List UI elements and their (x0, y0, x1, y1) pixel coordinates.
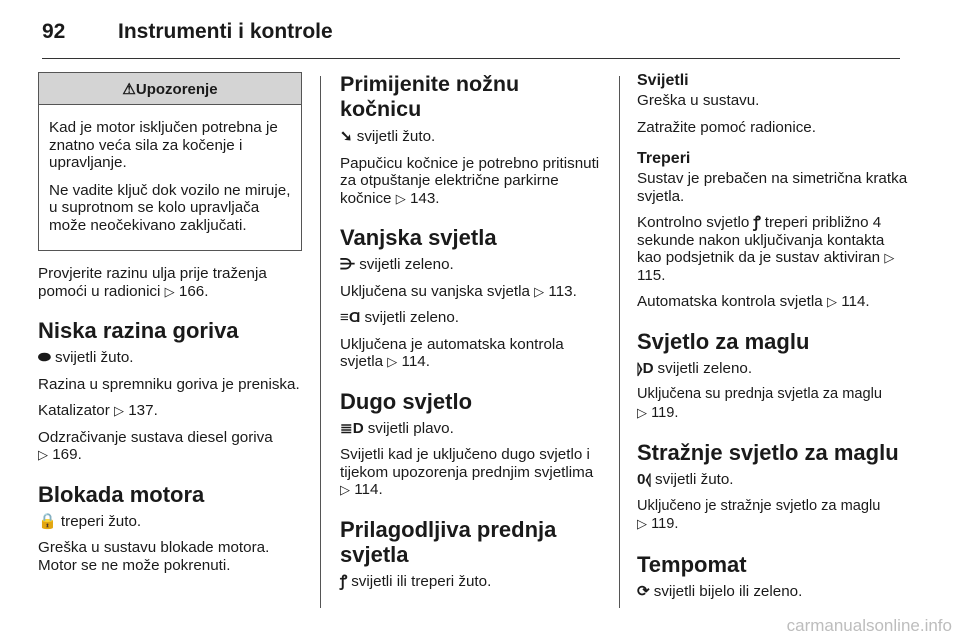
body-text: Automatska kontrola svjetla ▷ 114. (637, 293, 870, 310)
warning-paragraph: Ne vadite ključ dok vozilo ne miruje, u suprotnom se kolo upravljača može neočekivano zaključati. (49, 181, 291, 234)
body-text: Papučicu kočnice je potrebno pritisnuti za otpuštanje električne parkirne kočnice ▷ 143. (340, 154, 600, 207)
warning-title: Upozorenje (135, 81, 218, 98)
sub-heading: Treperi (637, 150, 691, 167)
page-ref-icon: ▷ (387, 354, 398, 369)
body-text: Greška u sustavu blokade motora. Motor se ne može pokrenuti. (38, 539, 270, 574)
high-beam-icon: ≣D (340, 419, 364, 437)
column-3: Svijetli Greška u sustavu. Zatražite pomoć radionice. Treperi Sustav je prebačen na simetrična kratka svjetla. Kontrolno svjetlo ꝭ treperi približno 4 sekunde nakon uključivanja kontakta kao podsjetnik da je sustav aktiviran ▷ 115. Automatska kontrola svjetla ▷ 114. Svjetlo za maglu ⦊D svijetli zeleno. Uključena su prednja svjetla za maglu ▷ 119. Stražnje svjetlo za maglu 0⦉ svijetli žuto. Uključeno je stražnje svjetlo za maglu ▷ 119. Tempomat ⟳ svijetli bijelo ili zeleno. (637, 72, 912, 609)
warning-icon: ⚠ (122, 81, 136, 98)
section-heading: Stražnje svjetlo za maglu (637, 440, 899, 465)
body-text: Uključena je automatska kontrola svjetla ▷ 114. (340, 335, 564, 370)
body-text: Razina u spremniku goriva je preniska. (38, 375, 300, 393)
page-ref-icon: ▷ (826, 294, 837, 309)
warning-header (39, 73, 301, 105)
column-divider (619, 76, 620, 608)
adaptive-light-icon: ꝭ (340, 572, 348, 590)
warning-paragraph: Kad je motor isključen potrebna je znatno veća sila za kočenje i upravljanje. (49, 119, 278, 171)
header-rule (42, 58, 900, 59)
section-heading: Svjetlo za maglu (637, 328, 810, 354)
body-text: Kontrolno svjetlo ꝭ treperi približno 4 sekunde nakon uključivanja kontakta kao podsjetnik da je sustav aktiviran ▷ 115. (637, 214, 895, 284)
warning-box (38, 72, 302, 251)
body-text: Svijetli kad je uključeno dugo svjetlo i tijekom upozorenja prednjim svjetlima ▷ 114. (340, 446, 594, 498)
front-fog-icon: ⦊D (637, 359, 654, 377)
section-heading: Niska razina goriva (38, 318, 239, 343)
section-heading: Blokada motora (38, 481, 205, 507)
page-number: 92 (42, 20, 66, 43)
section-heading: Vanjska svjetla (340, 225, 497, 250)
section-heading: Tempomat (637, 551, 747, 577)
page-ref-icon: ▷ (534, 283, 545, 299)
exterior-light-icon: ⋺ (340, 256, 356, 273)
body-text: Uključena su vanjska svjetla ▷ 113. (340, 282, 577, 300)
rear-fog-icon: 0⦉ (637, 471, 652, 488)
page-ref-icon: ▷ (884, 250, 895, 265)
running-title: Instrumenti i kontrole (118, 20, 333, 43)
immobiliser-icon: 🔒 (38, 512, 57, 530)
body-text: Zatražite pomoć radionice. (637, 118, 816, 136)
page-ref-icon: ▷ (340, 482, 350, 497)
page-ref-icon: ▷ (114, 403, 124, 418)
page-ref-icon: ▷ (164, 283, 175, 299)
adaptive-light-icon: ꝭ (753, 214, 761, 231)
column-2: Primijenite nožnu kočnicu ➘ svijetli žuto. Papučicu kočnice je potrebno pritisnuti za otpuštanje električne parkirne kočnice ▷ 143. Vanjska svjetla ⋺ svijetli zeleno. Uključena su vanjska svjetla ▷ 113. ≡Ɑ svijetli zeleno. Uključena je automatska kontrola svjetla ▷ 114. Dugo svjetlo ≣D svijetli plavo. Svijetli kad je uključeno dugo svjetlo i tijekom upozorenja prednjim svjetlima ▷ 114. Prilagodljiva prednja svjetla ꝭ svijetli ili treperi žuto. (340, 72, 600, 590)
body-text: Katalizator ▷ 137. (38, 402, 158, 419)
cruise-control-icon: ⟳ (637, 582, 650, 600)
section-heading: Primijenite nožnu kočnicu (340, 72, 520, 121)
section-heading: Prilagodljiva prednja svjetla (340, 516, 557, 567)
warning-body (39, 105, 301, 250)
body-text: Greška u sustavu. (637, 92, 760, 109)
sub-heading: Svijetli (637, 72, 689, 89)
body-text: Odzračivanje sustava diesel goriva ▷ 169. (38, 428, 273, 463)
page-ref-icon: ▷ (395, 190, 406, 206)
column-1: ⚠Upozorenje Kad je motor isključen potrebna je znatno veća sila za kočenje i upravljanje. Ne vadite ključ dok vozilo ne miruje, u suprotnom se kolo upravljača može neočekivano zaključati. Provjerite razinu ulja prije traženja pomoći u radionici ▷ 166. Niska razina goriva ⬬ svijetli žuto. Razina u spremniku goriva je preniska. Katalizator ▷ 137. Odzračivanje sustava diesel goriva ▷ 169. Blokada motora 🔒 treperi žuto. Greška u sustavu blokade motora. Motor se ne može pokrenuti. (38, 72, 302, 583)
column-divider (320, 76, 321, 608)
page-ref-icon: ▷ (38, 447, 48, 462)
page-header (42, 14, 922, 50)
section-heading: Dugo svjetlo (340, 388, 473, 414)
body-text: Uključena su prednja svjetla za maglu ▷ 119. (637, 386, 882, 421)
auto-light-icon: ≡Ɑ (340, 309, 361, 326)
brake-pedal-icon: ➘ (340, 128, 353, 145)
oil-paragraph: Provjerite razinu ulja prije traženja pomoći u radionici ▷ 166. (38, 265, 267, 300)
fuel-pump-icon: ⬬ (38, 349, 51, 366)
body-text: Sustav je prebačen na simetrična kratka svjetla. (637, 170, 908, 205)
body-text: Uključeno je stražnje svjetlo za maglu ▷ 119. (637, 497, 881, 532)
page-ref-icon: ▷ (637, 516, 647, 531)
watermark: carmanualsonline.info (786, 616, 952, 635)
page-ref-icon: ▷ (637, 404, 647, 420)
